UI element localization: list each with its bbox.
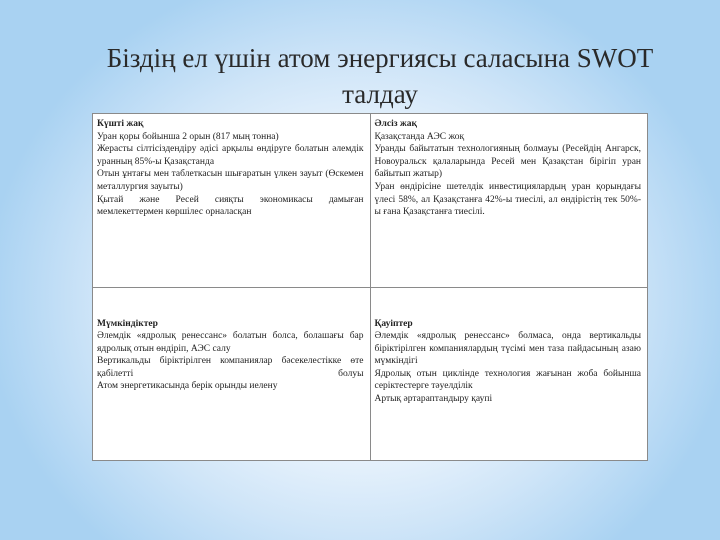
slide-title-line-1: Біздің ел үшін атом энергиясы саласына SWOT	[106, 43, 654, 73]
strengths-title: Күшті жақ	[97, 119, 144, 129]
threats-title: Қауіптер	[374, 318, 413, 329]
opportunities-line: Вертикальды біріктірілген компаниялар бәсекелестікке өте қабілетті болуы	[97, 356, 364, 379]
threats-line: Ядролық отын циклінде технология жағынан жоба бойынша серіктестерге тәуелділік	[374, 368, 641, 392]
threats-cell	[370, 287, 648, 461]
opportunities-line: Атом энергетикасында берік орынды иелену	[97, 381, 278, 392]
opportunities-cell	[93, 287, 371, 461]
strengths-cell	[93, 114, 371, 288]
strengths-line: Отын ұнтағы мен таблеткасын шығаратын үлкен зауыт (Өскемен металлургия зауыты)	[97, 169, 364, 192]
swot-row-bottom	[93, 287, 648, 461]
weaknesses-line: Уранды байытатын технологияның болмауы (Ресейдің Ангарск, Новоуральск қалаларында Ресей мен Қазақстан бірігіп уран байытып жатыр)	[374, 144, 641, 180]
weaknesses-line: Қазақстанда АЭС жоқ	[374, 131, 465, 142]
threats-line: Әлемдік «ядролық ренессанс» болмаса, онда вертикальды біріктірілген компаниялардың түсімі мен таза пайдасының азаю мүмкіндігі	[374, 331, 641, 367]
threats-line: Артық әртараптандыру қаупі	[374, 394, 493, 405]
slide-title	[60, 40, 700, 112]
strengths-line: Жерасты сілтісіздендіру әдісі арқылы өндіруге болатын әлемдік уранның 85%-ы Қазақстанда	[97, 144, 364, 167]
weaknesses-line: Уран өндірісіне шетелдік инвестициялардың уран қорындағы үлесі 58%, ал Қазақстанға 42%-ы тиесілі, ал өндірістің тек 50%-ы ғана Қазақстанға тиесілі.	[374, 181, 641, 218]
strengths-line: Қытай және Ресей сияқты экономикасы дамыған мемлекеттермен көршілес орналасқан	[97, 194, 364, 218]
slide-title-line-2: талдау	[342, 79, 418, 109]
weaknesses-title: Әлсіз жақ	[374, 119, 418, 129]
strengths-line: Уран қоры бойынша 2 орын (817 мың тонна)	[97, 131, 279, 142]
opportunities-line: Әлемдік «ядролық ренессанс» болатын болса, болашағы бар ядролық отын өндіріп, АЭС салу	[97, 331, 364, 354]
opportunities-title: Мүмкіндіктер	[97, 318, 158, 329]
weaknesses-cell	[370, 114, 648, 288]
swot-row-top	[93, 114, 648, 288]
swot-table	[92, 113, 648, 461]
